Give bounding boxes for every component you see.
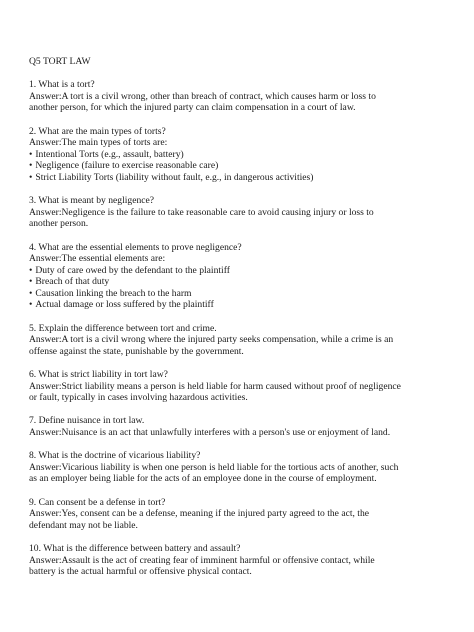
answer-line: Answer:Nuisance is an act that unlawfully interferes with a person's use or enjoyment of land. [29,427,391,438]
question-text: 2. What are the main types of torts? [29,125,166,137]
qa-item [29,415,414,438]
question-text: 7. Define nuisance in tort law. [29,415,145,427]
bullet-item: • Duty of care owed by the defendant to the plaintiff [29,265,414,277]
answer-line: Answer:Yes, consent can be a defense, meaning if the injured party agreed to the act, the [29,508,370,520]
question-text: 8. What is the doctrine of vicarious liability? [29,450,201,462]
qa-item [29,195,414,230]
bullet-item: • Intentional Torts (e.g., assault, battery) [29,149,414,161]
answer-line: Answer:Vicarious liability is when one person is held liable for the tortious acts of another, such [29,461,399,473]
bullet-item: • Breach of that duty [29,276,414,288]
question-text: 5. Explain the difference between tort and crime. [29,322,217,334]
question-text: 6. What is strict liability in tort law? [29,369,168,381]
answer-line: Answer:A tort is a civil wrong, other than breach of contract, which causes harm or loss to [29,90,376,102]
qa-item [29,79,414,114]
answer-line: Answer:The main types of torts are: [29,137,168,149]
answer-line: another person. [29,218,89,230]
answer-line: Answer:Strict liability means a person is held liable for harm caused without proof of negligence [29,380,401,392]
qa-item [29,543,414,578]
document-title: Q5 TORT LAW [29,56,91,67]
qa-item [29,369,414,404]
answer-line: Answer:Assault is the act of creating fear of imminent harmful or offensive contact, while [29,554,375,566]
bullet-item: • Actual damage or loss suffered by the plaintiff [29,299,414,311]
qa-item [29,242,414,312]
qa-item [29,450,414,485]
question-text: 9. Can consent be a defense in tort? [29,496,166,508]
question-text: 3. What is meant by negligence? [29,195,155,207]
answer-line: another person, for which the injured party can claim compensation in a court of law. [29,102,356,114]
question-text: 1. What is a tort? [29,79,95,91]
bullet-item: • Negligence (failure to exercise reasonable care) [29,160,414,172]
answer-line: Answer:A tort is a civil wrong where the injured party seeks compensation, while a crime is an [29,334,394,346]
question-text: 10. What is the difference between battery and assault? [29,542,241,554]
question-text: 4. What are the essential elements to prove negligence? [29,241,242,253]
qa-list [29,79,414,578]
answer-line: Answer:Negligence is the failure to take reasonable care to avoid causing injury or loss to [29,206,374,218]
bullet-list [29,265,414,311]
answer-line: defendant may not be liable. [29,519,138,531]
bullet-item: • Strict Liability Torts (liability without fault, e.g., in dangerous activities) [29,172,414,184]
answer-line: as an employer being liable for the acts of an employee done in the course of employment. [29,473,377,485]
answer-line: Answer:The essential elements are: [29,253,166,265]
answer-line: or fault, typically in cases involving hazardous activities. [29,392,248,404]
qa-item [29,323,414,358]
answer-line: offense against the state, punishable by the government. [29,345,244,357]
qa-item [29,126,414,184]
bullet-item: • Causation linking the breach to the harm [29,288,414,300]
qa-item [29,497,414,532]
answer-line: battery is the actual harmful or offensive physical contact. [29,566,252,578]
bullet-list [29,149,414,184]
